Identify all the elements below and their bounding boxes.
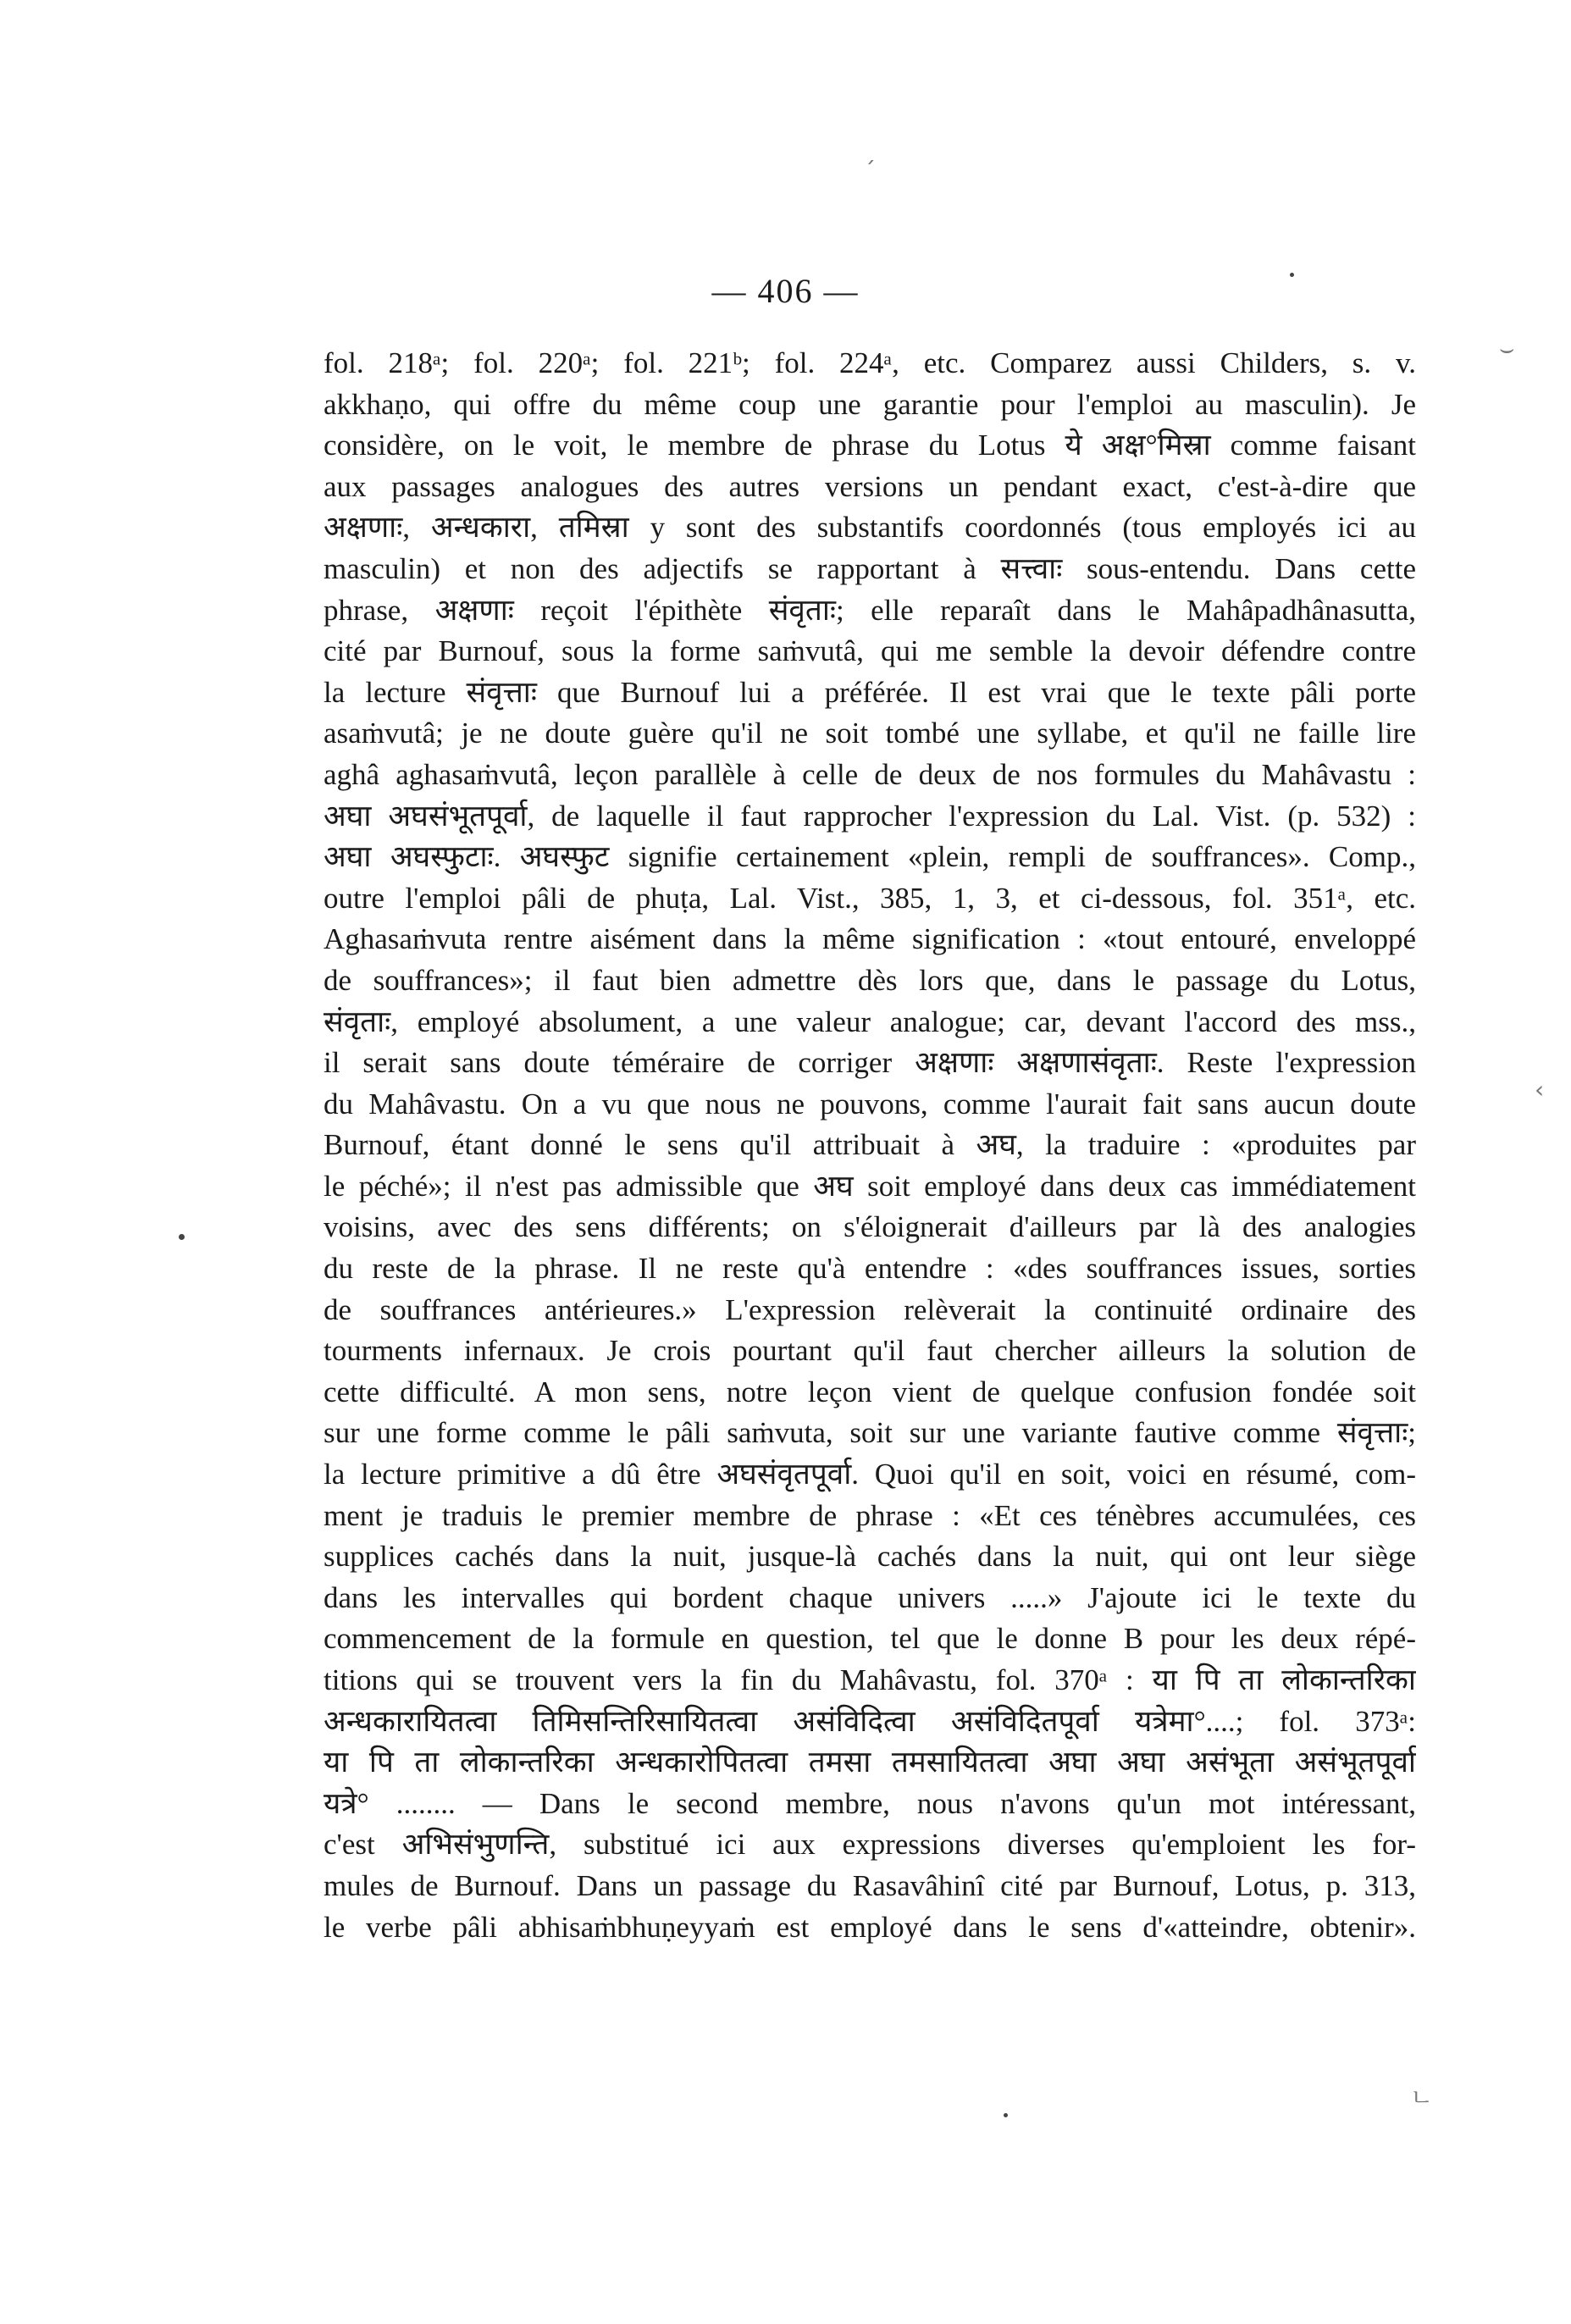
text-line: cette difficulté. A mon sens, notre leçon vient de quelque confusion fondée soit (324, 1375, 1416, 1408)
page-number: — 406 — (711, 272, 860, 310)
text-line: voisins, avec des sens différents; on s'éloignerait d'ailleurs par là des analogies (324, 1210, 1416, 1244)
text-line: अक्षणाः, अन्धकारा, तमिस्रा y sont des substantifs coordonnés (tous employés ici au (324, 511, 1416, 545)
margin-mark: ‹ (1535, 1076, 1545, 1104)
text-line: या पि ता लोकान्तरिका अन्धकारोपितत्वा तमसा तमसायितत्वा अघा अघा असंभूता असंभूतपूर्वा (324, 1746, 1416, 1779)
text-line: considère, on le voit, le membre de phrase du Lotus ये अक्ष°मिस्रा comme faisant (324, 429, 1416, 462)
text-line: cité par Burnouf, sous la forme saṁvutâ, qui me semble la devoir défendre contre (324, 634, 1416, 668)
text-line: c'est अभिसंभुणन्ति, substitué ici aux expressions diverses qu'emploient les for- (324, 1828, 1416, 1862)
text-line: ment je traduis le premier membre de phrase : «Et ces ténèbres accumulées, ces (324, 1498, 1416, 1532)
text-line: Aghasaṁvuta rentre aisément dans la même signification : «tout entouré, enveloppé (324, 922, 1416, 956)
text-line: masculin) et non des adjectifs se rapportant à सत्त्वाः sous-entendu. Dans cette (324, 551, 1416, 585)
text-line: il serait sans doute téméraire de corriger अक्षणाः अक्षणासंवृताः. Reste l'expression (324, 1046, 1416, 1080)
text-line: du Mahâvastu. On a vu que nous ne pouvons, comme l'aurait fait sans aucun doute (324, 1087, 1416, 1120)
text-line: अघा अघस्फुटाः. अघस्फुट signifie certainement «plein, rempli de souffrances». Comp., (324, 840, 1416, 874)
text-line: phrase, अक्षणाः reçoit l'épithète संवृताः; elle reparaît dans le Mahâpadhânasutta, (324, 593, 1416, 627)
text-line: dans les intervalles qui bordent chaque univers .....» J'ajoute ici le texte du (324, 1580, 1416, 1614)
text-line: संवृताः, employé absolument, a une valeur analogue; car, devant l'accord des mss., (324, 1004, 1416, 1038)
scan-speck (1004, 2113, 1008, 2117)
text-line: la lecture संवृत्ताः que Burnouf lui a préférée. Il est vrai que le texte pâli porte (324, 675, 1416, 709)
scan-speck (1290, 273, 1294, 277)
text-line: mules de Burnouf. Dans un passage du Rasavâhinî cité par Burnouf, Lotus, p. 313, (324, 1868, 1416, 1902)
text-line: du reste de la phrase. Il ne reste qu'à entendre : «des souffrances issues, sorties (324, 1252, 1416, 1286)
text-line: le péché»; il n'est pas admissible que अघ soit employé dans deux cas immédiatement (324, 1169, 1416, 1203)
body-text (324, 343, 1416, 1948)
text-line: aux passages analogues des autres versions un pendant exact, c'est-à-dire que (324, 469, 1416, 503)
text-line: supplices cachés dans la nuit, jusque-là cachés dans la nuit, qui ont leur siège (324, 1540, 1416, 1574)
margin-mark: ⌣ (1499, 335, 1515, 362)
text-line: sur une forme comme le pâli saṁvuta, soit sur une variante fautive comme संवृत्ताः; (324, 1416, 1416, 1450)
text-line: la lecture primitive a dû être अघसंवृतपूर्वा. Quoi qu'il en soit, voici en résumé, com- (324, 1458, 1416, 1491)
margin-mark: ㄴ (1410, 2083, 1434, 2111)
scan-speck (179, 1234, 185, 1240)
text-line: de souffrances antérieures.» L'expression relèverait la continuité ordinaire des (324, 1292, 1416, 1326)
text-line: le verbe pâli abhisaṁbhuṇeyyaṁ est employé dans le sens d'«atteindre, obtenir». (324, 1910, 1416, 1944)
text-line: commencement de la formule en question, tel que le donne B pour les deux répé- (324, 1622, 1416, 1656)
text-line: fol. 218ᵃ; fol. 220ᵃ; fol. 221ᵇ; fol. 224ᵃ, etc. Comparez aussi Childers, s. v. (324, 346, 1416, 379)
text-line: Burnouf, étant donné le sens qu'il attribuait à अघ, la traduire : «produites par (324, 1128, 1416, 1162)
text-line: asaṁvutâ; je ne doute guère qu'il ne soit tombé une syllabe, et qu'il ne faille lire (324, 717, 1416, 750)
margin-mark: ˊ (864, 157, 876, 185)
text-line: अघा अघसंभूतपूर्वा, de laquelle il faut rapprocher l'expression du Lal. Vist. (p. 532) : (324, 799, 1416, 833)
text-line: अन्धकारायितत्वा तिमिसन्तिरिसायितत्वा असंविदित्वा असंविदितपूर्वा यत्रेमा°....; fol. 373ᵃ: (324, 1704, 1416, 1738)
text-line: de souffrances»; il faut bien admettre dès lors que, dans le passage du Lotus, (324, 963, 1416, 997)
text-line: titions qui se trouvent vers la fin du Mahâvastu, fol. 370ᵃ : या पि ता लोकान्तरिका (324, 1663, 1416, 1696)
text-line: tourments infernaux. Je crois pourtant qu'il faut chercher ailleurs la solution de (324, 1334, 1416, 1368)
text-line: akkhaṇo, qui offre du même coup une garantie pour l'emploi au masculin). Je (324, 387, 1416, 421)
text-line: aghâ aghasaṁvutâ, leçon parallèle à celle de deux de nos formules du Mahâvastu : (324, 757, 1416, 791)
text-line: यत्रे° ........ — Dans le second membre, nous n'avons qu'un mot intéressant, (324, 1786, 1416, 1820)
text-line: outre l'emploi pâli de phuṭa, Lal. Vist., 385, 1, 3, et ci-dessous, fol. 351ᵃ, etc. (324, 881, 1416, 915)
